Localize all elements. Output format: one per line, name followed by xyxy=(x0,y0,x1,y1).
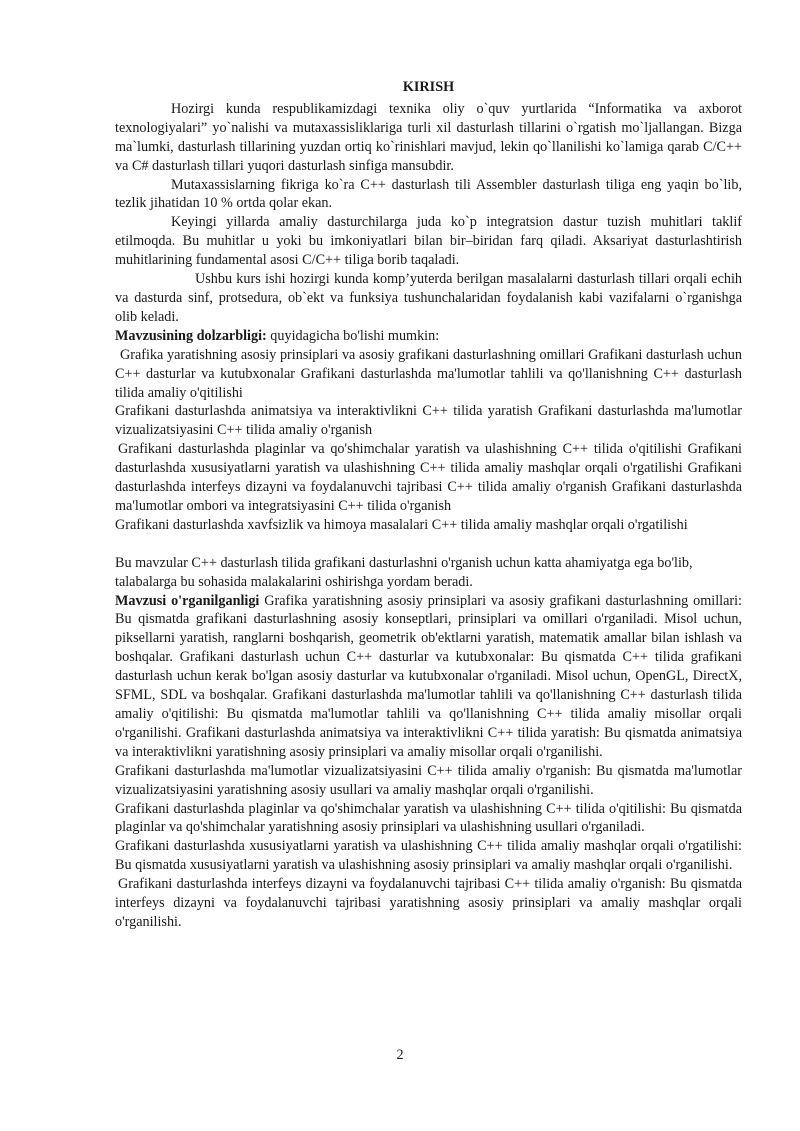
paragraph-intro-3: Keyingi yillarda amaliy dasturchilarga juda ko`p integratsion dastur tuzish muhitlari taklif etilmoqda. Bu muhitlar u yoki bu imkoniyatlari bilan bir–biridan farq qiladi. Aksariyat dasturlashtirish muhitlarining fundamental asosi C/C++ tiliga borib taqaladi. xyxy=(115,214,742,269)
paragraph-intro-4: Ushbu kurs ishi hozirgi kunda komp’yuterda berilgan masalalarni dasturlash tillari orqali echih va dasturda sinf, protsedura, ob`ekt va funksiya tushunchalaridan foydalanish kabi vazifalarni o`rganishga olib keladi. xyxy=(115,271,742,325)
study-paragraph-3: Grafikani dasturlashda plaginlar va qo'shimchalar yaratish va ulashishning C++ tilida o'qitilishi: Bu qismatda plaginlar va qo'shimchalar yaratishning asosiy prinsiplari va ulashishning usullari o'rganiladi. xyxy=(115,800,742,836)
document-page xyxy=(115,70,742,932)
relevance-item-3: Grafikani dasturlashda plaginlar va qo'shimchalar yaratish va ulashishning C++ tilida o'qitilishi Grafikani dasturlashda xususiyatlarni yaratish va ulashishning C++ tilida amaliy mashqlar orqali o'rgatilishi Grafikani dasturlashda interfeys dizayni va foydalanuvchi tajribasi C++ tilida amaliy o'rganish Grafikani dasturlashda ma'lumotlar ombori va integratsiyasini C++ tilida o'rganish xyxy=(115,441,742,514)
relevance-lead: quyidagicha bo'lishi mumkin: xyxy=(266,327,440,344)
relevance-heading xyxy=(115,327,742,346)
page-title: KIRISH xyxy=(402,79,455,95)
study-paragraph-4: Grafikani dasturlashda xususiyatlarni yaratish va ulashishning C++ tilida amaliy mashqlar orqali o'rgatilishi: Bu qismatda xususiyatlarni yaratish va ulashishning asosiy prinsiplari va amaliy mashqlar orqali o'rganilishi. xyxy=(115,838,742,874)
page-number: 2 xyxy=(396,1047,404,1063)
relevance-label: Mavzusining dolzarbligi: xyxy=(115,327,267,344)
relevance-item-1: Grafika yaratishning asosiy prinsiplari va asosiy grafikani dasturlashning omillari Grafikani dasturlash uchun C++ dasturlar va kutubxonalar Grafikani dasturlashda ma'lumotlar tahlili va qo'llanishning C++ dasturlash tilida amaliy o'qitilishi xyxy=(115,346,742,401)
blank-line xyxy=(115,535,742,554)
relevance-item-4: Grafikani dasturlashda xavfsizlik va himoya masalalari C++ tilida amaliy mashqlar orqali o'rgatilishi xyxy=(115,516,688,533)
study-paragraph-2: Grafikani dasturlashda ma'lumotlar vizualizatsiyasini C++ tilida amaliy o'rganish: Bu qismatda ma'lumotlar vizualizatsiyasini yaratishning asosiy usullari va amaliy mashqlar orqali o'rganilishi. xyxy=(115,762,742,798)
study-label: Mavzusi o'rganilganligi xyxy=(115,592,260,609)
paragraph-intro-1: Hozirgi kunda respublikamizdagi texnika oliy o`quv yurtlarida “Informatika va axborot texnologiyalari” yo`nalishi va mutaxassisliklariga turli xil dasturlash tillarini o`rgatish mo`ljallangan. Bizga ma`lumki, dasturlash tillarining yuzdan ortiq ko`rinishlari mavjud, lekin qo`llanilishi ko`lamiga qarab C/C++ va C# dasturlash tillari yuqori dasturlash sinfiga mansubdir. xyxy=(115,100,742,174)
relevance-summary: Bu mavzular C++ dasturlash tilida grafikani dasturlashni o'rganish uchun katta ahamiyatga ega bo'lib, talabalarga bu sohasida malakalarini oshirishga yordam beradi. xyxy=(115,554,693,590)
relevance-item-2: Grafikani dasturlashda animatsiya va interaktivlikni C++ tilida yaratish Grafikani dasturlashda ma'lumotlar vizualizatsiyasini C++ tilida amaliy o'rganish xyxy=(115,403,742,439)
study-paragraph-5: Grafikani dasturlashda interfeys dizayni va foydalanuvchi tajribasi C++ tilida amaliy o'rganish: Bu qismatda interfeys dizayni va foydalanuvchi tajribasi yaratishning asosiy prinsiplari va amaliy mashqlar orqali o'rganilishi. xyxy=(115,876,742,930)
study-paragraph-1 xyxy=(115,592,742,762)
paragraph-intro-2: Mutaxassislarning fikriga ko`ra C++ dasturlash tili Assembler dasturlash tiliga eng yaqin bo`lib, tezlik jihatidan 10 % ortda qolar ekan. xyxy=(115,176,742,212)
study-text: Grafika yaratishning asosiy prinsiplari va asosiy grafikani dasturlashning omillari: Bu qismatda grafikani dasturlashning asosiy konseptlari, prinsiplari va omillari o'rganiladi. Misol uchun, piksellarni yaratish, ranglarni boshqarish, geometrik ob'ektlarni yaratish, matematik amallar bilan ishlash va boshqalar. Grafikani dasturlash uchun C++ dasturlar va kutubxonalar: Bu qismatda C++ tilida grafikani dasturlash uchun kerak bo'lgan asosiy dasturlar va kutubxonalar o'rganiladi. Misol uchun, OpenGL, DirectX, SFML, SDL va boshqalar. Grafikani dasturlashda ma'lumotlar tahlili va qo'llanishning C++ dasturlash tilida amaliy o'qitilishi: Bu qismatda ma'lumotlar tahlili va qo'llanishning C++ tilida amaliy misollar orqali o'rganilishi. Grafikani dasturlashda animatsiya va interaktivlikni C++ tilida yaratish: Bu qismatda animatsiya va interaktivlikni yaratishning asosiy prinsiplari va amaliy misollar orqali o'rganilishi. xyxy=(115,592,742,760)
